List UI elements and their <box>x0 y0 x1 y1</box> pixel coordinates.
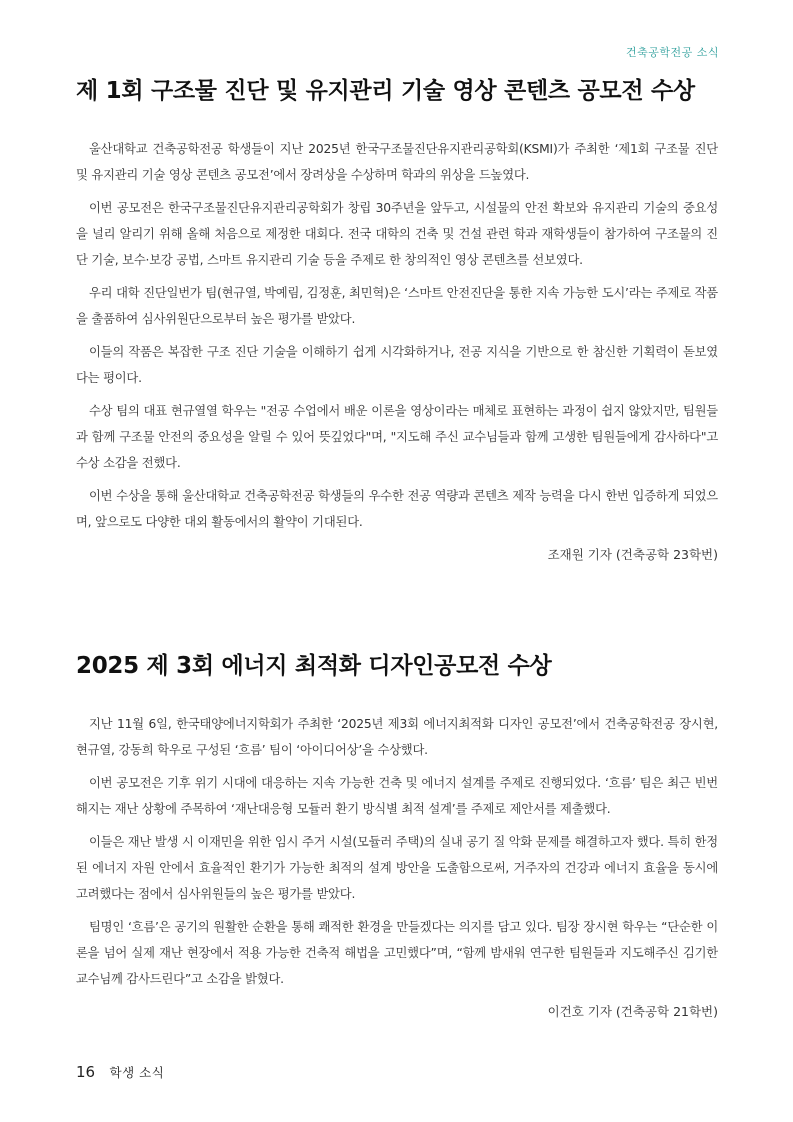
paragraph: 이번 수상을 통해 울산대학교 건축공학전공 학생들의 우수한 전공 역량과 콘텐츠 제작 능력을 다시 한번 입증하게 되었으며, 앞으로도 다양한 대외 활동에서의 활약이 기대된다. <box>76 489 718 529</box>
section-tag: 건축공학전공 소식 <box>625 46 719 59</box>
paragraph: 이번 공모전은 기후 위기 시대에 대응하는 지속 가능한 건축 및 에너지 설계를 주제로 진행되었다. ‘흐름’ 팀은 최근 빈번해지는 재난 상황에 주목하여 ‘재난대응형 모듈러 환기 방식별 최적 설계’를 주제로 제안서를 제출했다. <box>76 776 718 816</box>
paragraph: 이들은 재난 발생 시 이재민을 위한 임시 주거 시설(모듈러 주택)의 실내 공기 질 악화 문제를 해결하고자 했다. 특히 한정된 에너지 자원 안에서 효율적인 환기가 가능한 최적의 설계 방안을 도출함으로써, 거주자의 건강과 에너지 효율을 동시에 고려했다는 점에서 심사위원들의 높은 평가를 받았다. <box>76 835 718 901</box>
byline: 이건호 기자 (건축공학 21학번) <box>547 1004 718 1019</box>
paragraph: 이들의 작품은 복잡한 구조 진단 기술을 이해하기 쉽게 시각화하거나, 전공 지식을 기반으로 한 참신한 기획력이 돋보였다는 평이다. <box>76 345 718 385</box>
paragraph: 수상 팀의 대표 현규열열 학우는 "전공 수업에서 배운 이론을 영상이라는 매체로 표현하는 과정이 쉽지 않았지만, 팀원들과 함께 구조물 안전의 중요성을 알릴 수 있어 뜻깊었다"며, "지도해 주신 교수님들과 함께 고생한 팀원들에게 감사하다"고 수상 소감을 전했다. <box>76 404 718 470</box>
article-ksmi-contest <box>76 75 718 568</box>
paragraph: 우리 대학 진단일번가 팀(현규열, 박예림, 김정훈, 최민혁)은 ‘스마트 안전진단을 통한 지속 가능한 도시’라는 주제로 작품을 출품하여 심사위원단으로부터 높은 평가를 받았다. <box>76 286 718 326</box>
paragraph: 이번 공모전은 한국구조물진단유지관리공학회가 창립 30주년을 앞두고, 시설물의 안전 확보와 유지관리 기술의 중요성을 널리 알리기 위해 올해 처음으로 제정한 대회다. 전국 대학의 건축 및 건설 관련 학과 재학생들이 참가하여 구조물의 진단 기술, 보수·보강 공법, 스마트 유지관리 기술 등을 주제로 한 창의적인 영상 콘텐츠를 선보였다. <box>76 201 718 267</box>
page-number: 16 <box>76 1063 96 1081</box>
article-title: 제 1회 구조물 진단 및 유지관리 기술 영상 콘텐츠 공모전 수상 <box>76 78 695 104</box>
article-energy-contest <box>76 650 718 1025</box>
paragraph: 팀명인 ‘흐름’은 공기의 원활한 순환을 통해 쾌적한 환경을 만들겠다는 의지를 담고 있다. 팀장 장시현 학우는 “단순한 이론을 넘어 실제 재난 현장에서 적용 가능한 건축적 해법을 고민했다”며, “함께 밤새워 연구한 팀원들과 지도해주신 김기한 교수님께 감사드린다”고 소감을 밝혔다. <box>76 920 718 986</box>
page-footer <box>76 1063 164 1081</box>
footer-section-name: 학생 소식 <box>109 1065 165 1080</box>
article-body <box>76 136 718 535</box>
article-body <box>76 711 718 992</box>
article-title: 2025 제 3회 에너지 최적화 디자인공모전 수상 <box>76 653 552 679</box>
paragraph: 지난 11월 6일, 한국태양에너지학회가 주최한 ‘2025년 제3회 에너지최적화 디자인 공모전’에서 건축공학전공 장시현, 현규열, 강동희 학우로 구성된 ‘흐름’ 팀이 ‘아이디어상’을 수상했다. <box>76 717 718 757</box>
paragraph: 울산대학교 건축공학전공 학생들이 지난 2025년 한국구조물진단유지관리공학회(KSMI)가 주최한 ‘제1회 구조물 진단 및 유지관리 기술 영상 콘텐츠 공모전’에서 장려상을 수상하며 학과의 위상을 드높였다. <box>76 142 718 182</box>
byline: 조재원 기자 (건축공학 23학번) <box>547 547 718 562</box>
